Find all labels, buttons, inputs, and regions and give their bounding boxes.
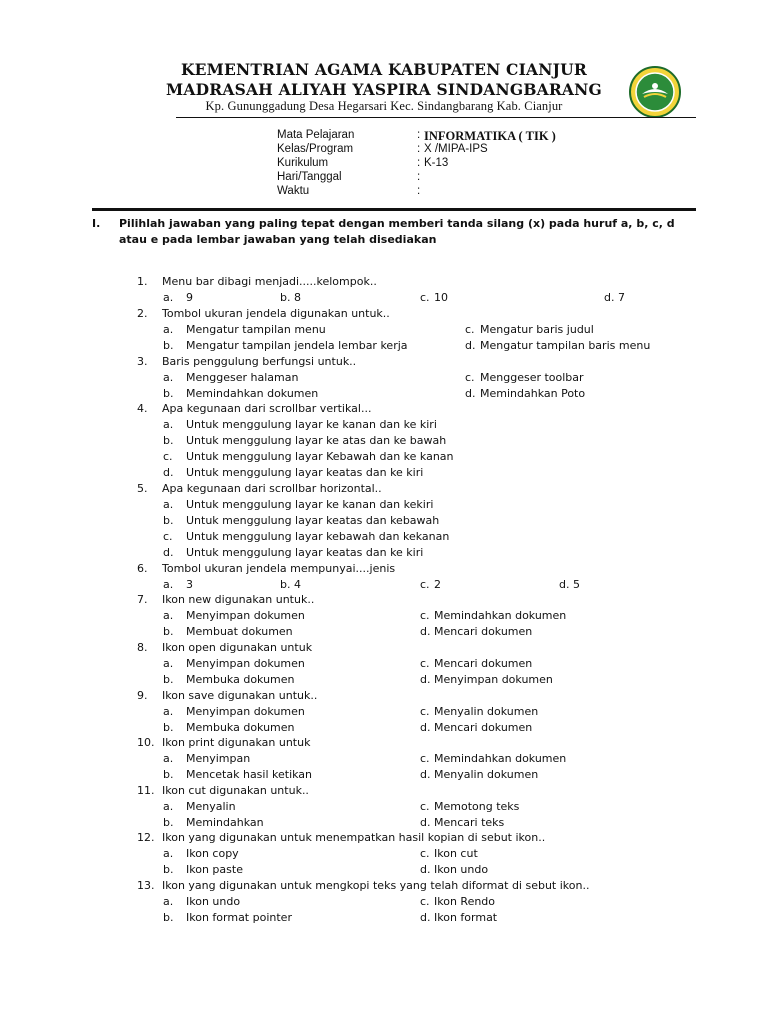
info-separator: :	[417, 157, 421, 169]
question-number: 1.	[137, 275, 148, 288]
option-text: Ikon format pointer	[186, 911, 292, 924]
option-letter: b.	[280, 291, 291, 304]
option-letter: d.	[420, 911, 431, 924]
option-text: Ikon format	[434, 911, 498, 924]
option-letter: d.	[163, 466, 174, 479]
option-text: Membuka dokumen	[186, 721, 295, 734]
option-letter: d.	[420, 816, 431, 829]
option-letter: b.	[163, 625, 174, 638]
info-label: Kelas/Program	[277, 143, 354, 155]
option-text: Menyalin	[186, 800, 236, 813]
option-letter: a.	[163, 895, 174, 908]
question-number: 13.	[137, 879, 155, 892]
option-letter: d.	[420, 768, 431, 781]
option-letter: a.	[163, 371, 174, 384]
option-text: 2	[434, 578, 441, 591]
question-text: Ikon cut digunakan untuk..	[162, 784, 309, 797]
option-letter: a.	[163, 578, 174, 591]
info-value: K-13	[424, 157, 449, 169]
option-letter: d.	[420, 721, 431, 734]
option-letter: d.	[465, 339, 476, 352]
question-text: Menu bar dibagi menjadi.....kelompok..	[162, 275, 377, 288]
option-text: Memindahkan	[186, 816, 264, 829]
option-text: Mencetak hasil ketikan	[186, 768, 313, 781]
option-text: Untuk menggulung layar ke kanan dan kekiri	[186, 498, 434, 511]
option-text: Membuka dokumen	[186, 673, 295, 686]
option-text: Mengatur tampilan jendela lembar kerja	[186, 339, 408, 352]
option-letter: b.	[163, 387, 174, 400]
section-divider	[92, 208, 696, 211]
option-letter: a.	[163, 418, 174, 431]
option-text: Ikon undo	[186, 895, 241, 908]
option-text: Untuk menggulung layar ke kanan dan ke kiri	[186, 418, 437, 431]
info-value: INFORMATIKA ( TIK )	[424, 129, 556, 143]
option-text: Mencari dokumen	[434, 721, 533, 734]
option-text: Menggeser halaman	[186, 371, 299, 384]
option-text: Menyalin dokumen	[434, 768, 539, 781]
option-letter: b.	[163, 863, 174, 876]
option-letter: a.	[163, 498, 174, 511]
question-text: Ikon print digunakan untuk	[162, 736, 311, 749]
option-letter: c.	[163, 530, 173, 543]
option-letter: b.	[163, 673, 174, 686]
option-text: Mencari teks	[434, 816, 505, 829]
question-number: 9.	[137, 689, 148, 702]
option-letter: b.	[163, 768, 174, 781]
option-text: 9	[186, 291, 193, 304]
option-letter: d.	[420, 673, 431, 686]
option-letter: c.	[163, 450, 173, 463]
info-label: Mata Pelajaran	[277, 129, 355, 141]
option-letter: b.	[280, 578, 291, 591]
option-letter: c.	[420, 895, 430, 908]
option-text: 8	[294, 291, 301, 304]
info-label: Kurikulum	[277, 157, 329, 169]
question-number: 10.	[137, 736, 155, 749]
option-text: Mengatur tampilan menu	[186, 323, 326, 336]
option-letter: a.	[163, 323, 174, 336]
option-letter: c.	[420, 609, 430, 622]
info-separator: :	[417, 171, 421, 183]
option-text: Mencari dokumen	[434, 625, 533, 638]
question-text: Ikon new digunakan untuk..	[162, 593, 315, 606]
question-number: 6.	[137, 562, 148, 575]
question-text: Tombol ukuran jendela mempunyai....jenis	[162, 562, 396, 575]
question-number: 11.	[137, 784, 155, 797]
question-text: Apa kegunaan dari scrollbar vertikal...	[162, 402, 372, 415]
option-text: Ikon undo	[434, 863, 489, 876]
option-letter: d.	[420, 863, 431, 876]
option-letter: c.	[420, 578, 430, 591]
header-line-2: MADRASAH ALIYAH YASPIRA SINDANGBARANG	[166, 80, 602, 99]
option-text: Menyimpan dokumen	[186, 657, 305, 670]
option-letter: c.	[465, 371, 475, 384]
option-letter: c.	[465, 323, 475, 336]
header-address: Kp. Gununggadung Desa Hegarsari Kec. Sindangbarang Kab. Cianjur	[205, 99, 563, 113]
question-text: Baris penggulung berfungsi untuk..	[162, 355, 357, 368]
question-number: 12.	[137, 831, 155, 844]
question-number: 7.	[137, 593, 148, 606]
option-text: Memindahkan dokumen	[434, 752, 567, 765]
option-letter: a.	[163, 847, 174, 860]
option-text: Untuk menggulung layar ke atas dan ke bawah	[186, 434, 447, 447]
option-letter: d.	[465, 387, 476, 400]
option-letter: c.	[420, 657, 430, 670]
option-text: Menggeser toolbar	[480, 371, 584, 384]
option-text: Memindahkan dokumen	[434, 609, 567, 622]
option-text: Untuk menggulung layar Kebawah dan ke kanan	[186, 450, 454, 463]
option-text: Ikon Rendo	[434, 895, 496, 908]
option-letter: a.	[163, 705, 174, 718]
option-letter: b.	[163, 816, 174, 829]
info-value: X /MIPA-IPS	[424, 143, 488, 155]
info-separator: :	[417, 143, 421, 155]
option-letter: b.	[163, 434, 174, 447]
option-text: Ikon copy	[186, 847, 239, 860]
option-letter: b.	[163, 514, 174, 527]
option-letter: d.	[604, 291, 615, 304]
header-divider	[176, 117, 696, 118]
option-text: Untuk menggulung layar keatas dan ke kiri	[186, 466, 424, 479]
option-text: Membuat dokumen	[186, 625, 293, 638]
option-text: 3	[186, 578, 193, 591]
option-text: 5	[573, 578, 580, 591]
option-text: Untuk menggulung layar keatas dan ke kiri	[186, 546, 424, 559]
option-text: 10	[434, 291, 448, 304]
option-letter: d.	[163, 546, 174, 559]
question-text: Ikon save digunakan untuk..	[162, 689, 318, 702]
option-text: Menyalin dokumen	[434, 705, 539, 718]
option-text: Menyimpan	[186, 752, 251, 765]
question-number: 8.	[137, 641, 148, 654]
question-text: Apa kegunaan dari scrollbar horizontal..	[162, 482, 382, 495]
option-letter: d.	[559, 578, 570, 591]
option-text: Memotong teks	[434, 800, 520, 813]
option-letter: b.	[163, 911, 174, 924]
option-letter: b.	[163, 339, 174, 352]
option-text: Menyimpan dokumen	[434, 673, 553, 686]
option-letter: a.	[163, 291, 174, 304]
school-logo	[629, 66, 681, 118]
option-letter: a.	[163, 609, 174, 622]
option-letter: b.	[163, 721, 174, 734]
option-letter: c.	[420, 847, 430, 860]
question-text: Ikon yang digunakan untuk mengkopi teks yang telah diformat di sebut ikon..	[162, 879, 590, 892]
instruction-text: Pilihlah jawaban yang paling tepat dengan memberi tanda silang (x) pada huruf a, b, c, d atau e pada lembar jawaban yang telah disediakan	[119, 217, 675, 246]
option-text: 7	[618, 291, 625, 304]
option-text: Mencari dokumen	[434, 657, 533, 670]
option-letter: c.	[420, 291, 430, 304]
info-label: Waktu	[277, 185, 310, 197]
option-text: Ikon paste	[186, 863, 243, 876]
option-letter: a.	[163, 800, 174, 813]
option-text: Memindahkan Poto	[480, 387, 586, 400]
option-text: Ikon cut	[434, 847, 478, 860]
option-letter: c.	[420, 705, 430, 718]
option-letter: a.	[163, 657, 174, 670]
option-text: 4	[294, 578, 301, 591]
option-letter: c.	[420, 800, 430, 813]
question-number: 2.	[137, 307, 148, 320]
question-text: Tombol ukuran jendela digunakan untuk..	[162, 307, 390, 320]
option-text: Mengatur tampilan baris menu	[480, 339, 651, 352]
option-text: Menyimpan dokumen	[186, 705, 305, 718]
option-letter: d.	[420, 625, 431, 638]
question-text: Ikon yang digunakan untuk menempatkan hasil kopian di sebut ikon..	[162, 831, 546, 844]
header-line-1: KEMENTRIAN AGAMA KABUPATEN CIANJUR	[181, 60, 587, 79]
question-number: 3.	[137, 355, 148, 368]
option-text: Untuk menggulung layar keatas dan kebawah	[186, 514, 440, 527]
option-text: Untuk menggulung layar kebawah dan kekanan	[186, 530, 450, 543]
option-text: Memindahkan dokumen	[186, 387, 319, 400]
option-letter: a.	[163, 752, 174, 765]
info-separator: :	[417, 185, 421, 197]
info-label: Hari/Tanggal	[277, 171, 342, 183]
question-number: 4.	[137, 402, 148, 415]
option-text: Menyimpan dokumen	[186, 609, 305, 622]
question-text: Ikon open digunakan untuk	[162, 641, 313, 654]
option-letter: c.	[420, 752, 430, 765]
info-separator: :	[417, 129, 421, 141]
question-number: 5.	[137, 482, 148, 495]
option-text: Mengatur baris judul	[480, 323, 594, 336]
section-number: I.	[92, 217, 101, 230]
